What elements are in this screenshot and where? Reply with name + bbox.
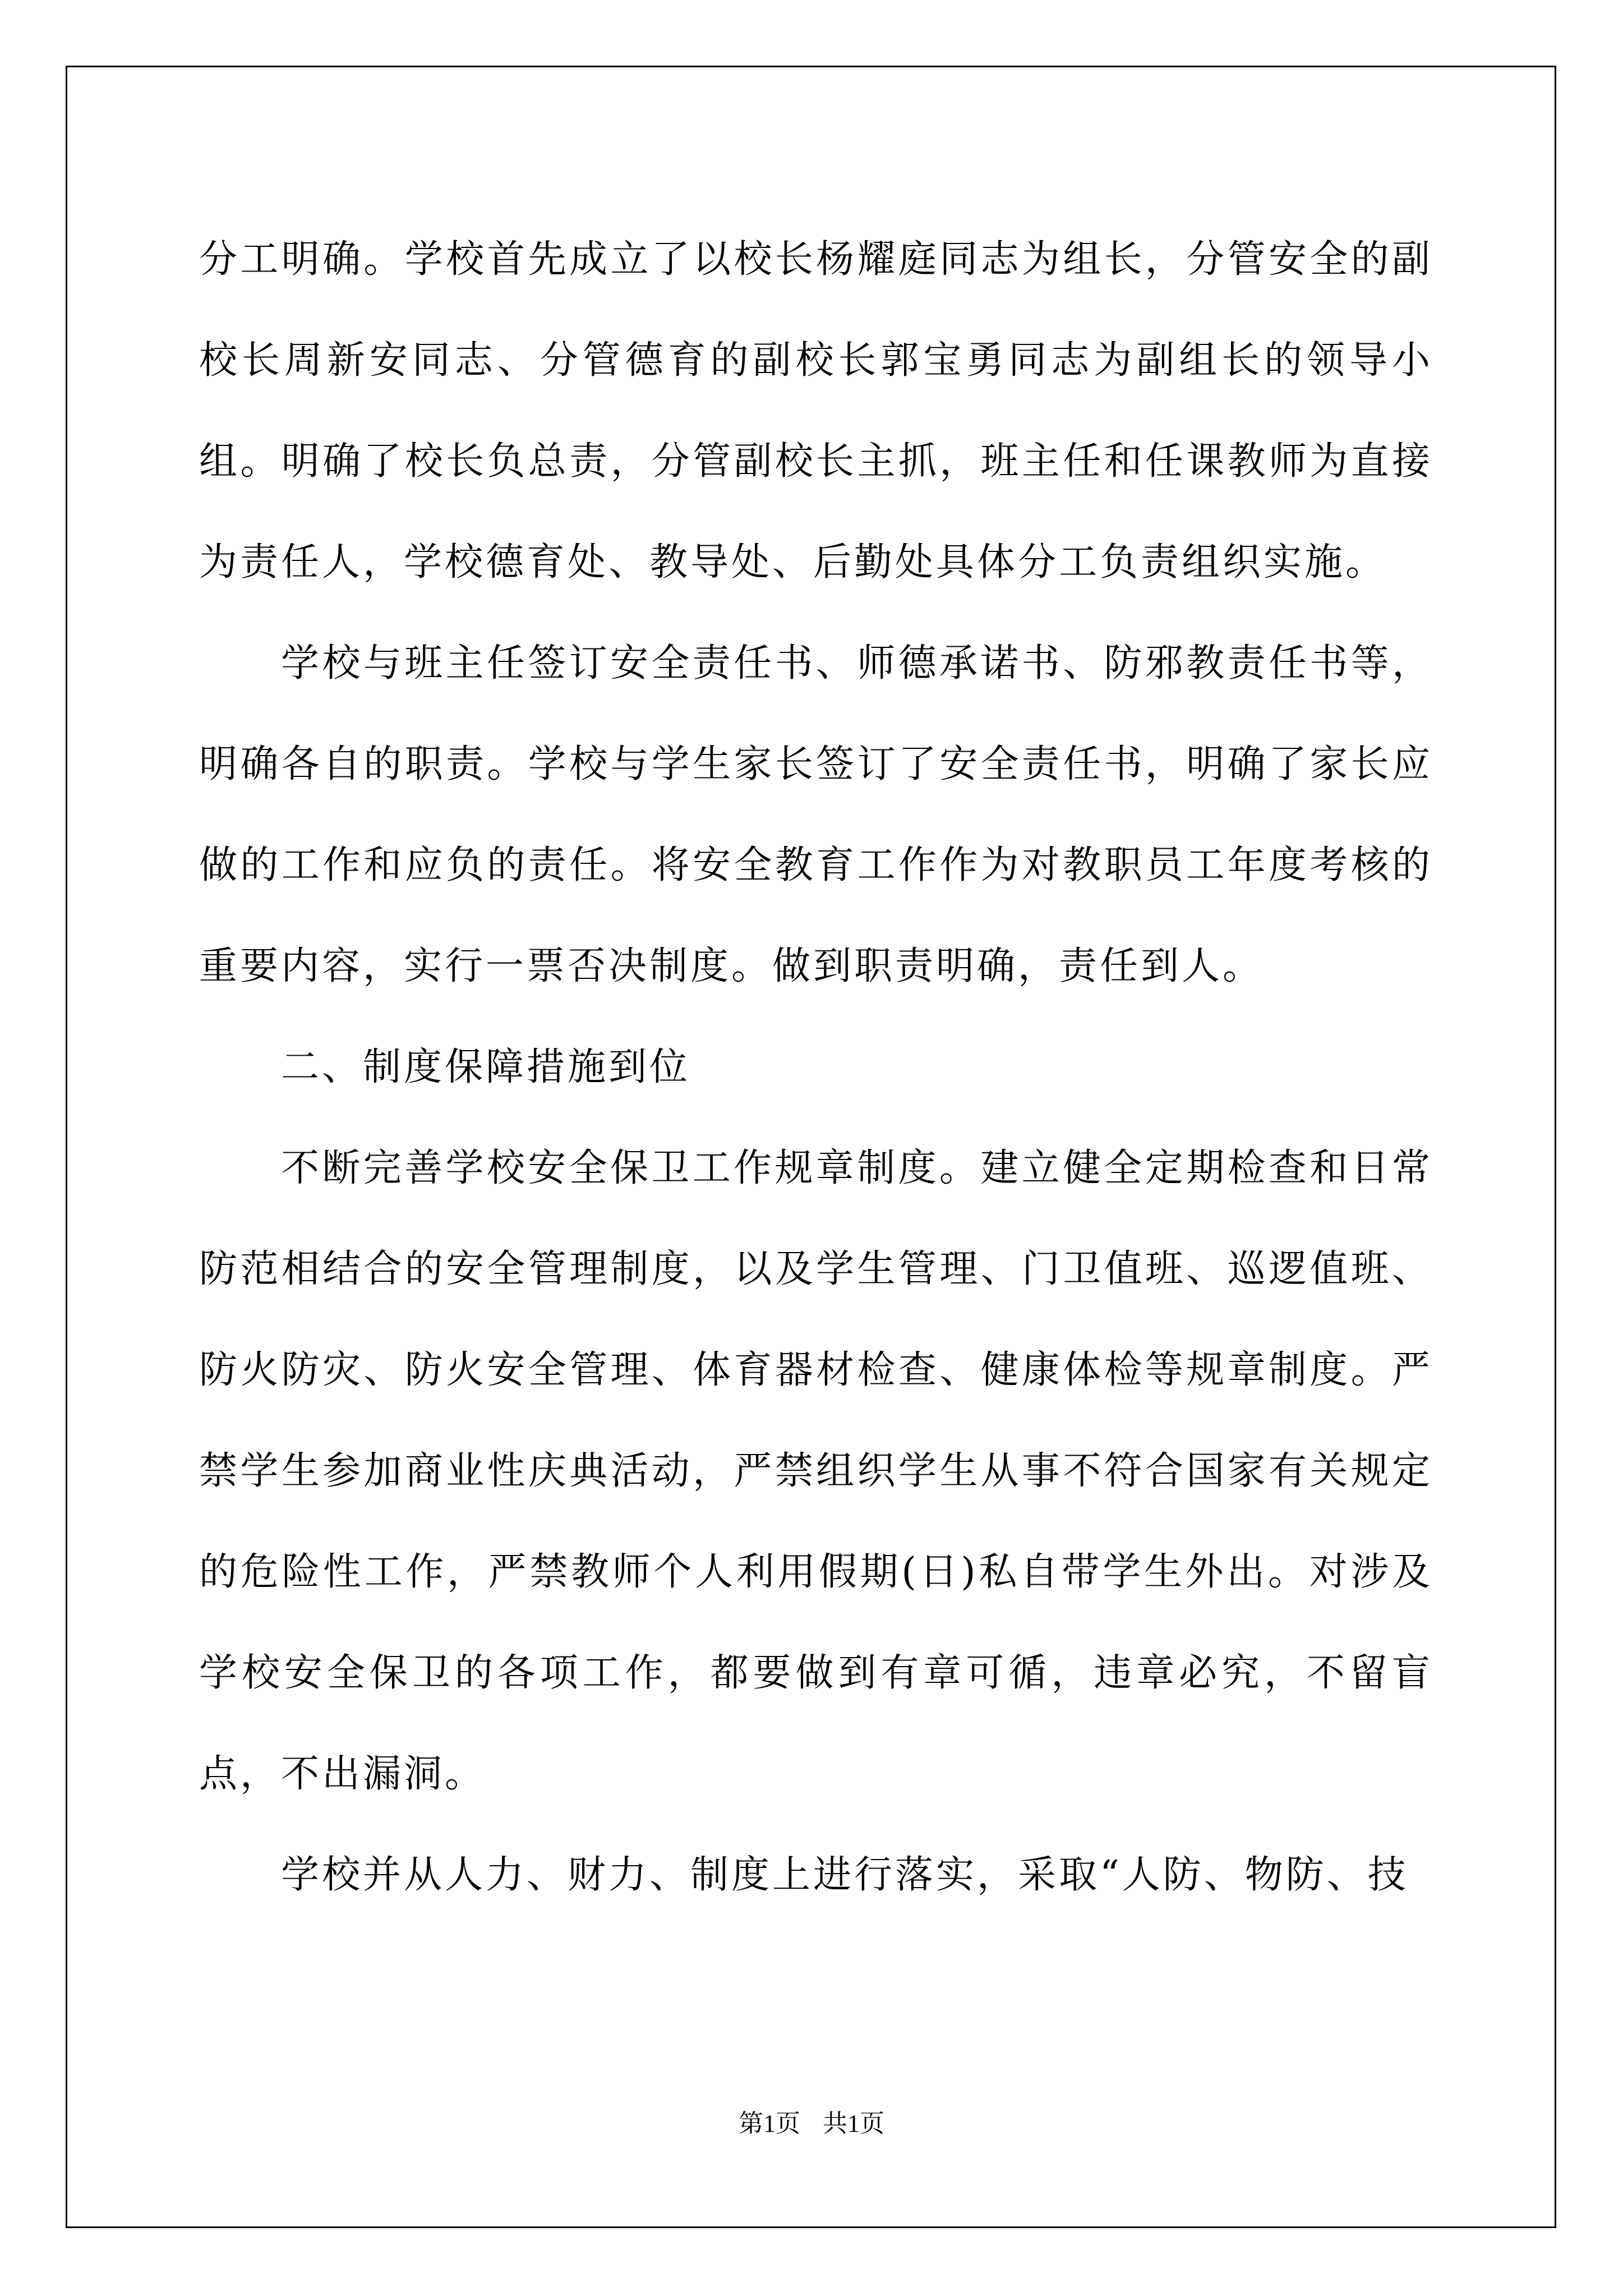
paragraph-2: 学校与班主任签订安全责任书、师德承诺书、防邪教责任书等，明确各自的职责。学校与学生家长签订了安全责任书，明确了家长应做的工作和应负的责任。将安全教育工作作为对教职员工年度考核的重要内容，实行一票否决制度。做到职责明确，责任到人。: [199, 641, 1433, 988]
paragraph-4: 学校并从人力、财力、制度上进行落实，采取“人防、物防、技: [281, 1853, 1409, 1897]
page-footer: [0, 2107, 1623, 2141]
paragraph-1: 分工明确。学校首先成立了以校长杨耀庭同志为组长，分管安全的副校长周新安同志、分管德育的副校长郭宝勇同志为副组长的领导小组。明确了校长负总责，分管副校长主抓，班主任和任课教师为直接为责任人，学校德育处、教导处、后勤处具体分工负责组织实施。: [199, 237, 1433, 585]
page-total: 共1页: [823, 2110, 884, 2137]
page-number: 第1页: [739, 2110, 800, 2137]
paragraph-3: 不断完善学校安全保卫工作规章制度。建立健全定期检查和日常防范相结合的安全管理制度，以及学生管理、门卫值班、巡逻值班、防火防灾、防火安全管理、体育器材检查、健康体检等规章制度。严禁学生参加商业性庆典活动，严禁组织学生从事不符合国家有关规定的危险性工作，严禁教师个人利用假期(日)私自带学生外出。对涉及学校安全保卫的各项工作，都要做到有章可循，违章必究，不留盲点，不出漏洞。: [199, 1146, 1433, 1796]
section-heading: 二、制度保障措施到位: [281, 1045, 691, 1089]
document-body: [199, 209, 1433, 1926]
